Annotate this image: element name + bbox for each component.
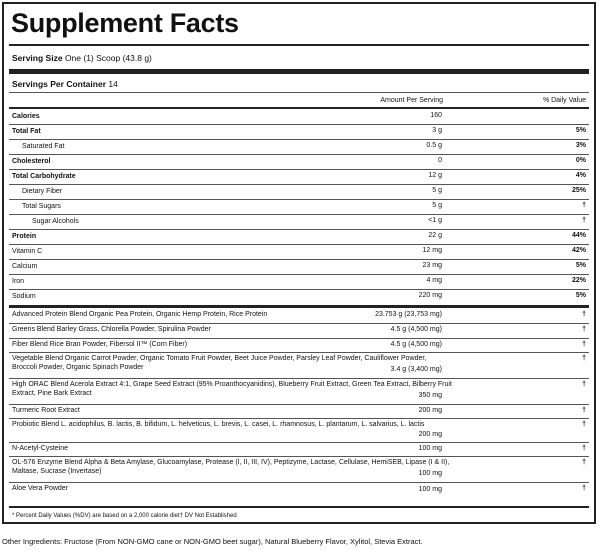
- blend-daily-value: †: [582, 326, 586, 333]
- serving-size-label: Serving Size: [12, 53, 63, 63]
- nutrient-name: Iron: [12, 278, 25, 285]
- nutrient-name: Calcium: [12, 263, 38, 270]
- nutrient-name: Sodium: [12, 293, 36, 300]
- nutrient-daily-value: 25%: [571, 187, 586, 194]
- blend-name: Turmeric Root Extract: [12, 407, 80, 414]
- nutrient-name: Protein: [12, 233, 37, 240]
- blend-name: Fiber Blend Rice Bran Powder, Fibersol II™ (Corn Fiber): [12, 341, 188, 348]
- nutrient-daily-value: 5%: [575, 262, 586, 269]
- nutrient-row: [9, 169, 589, 185]
- nutrient-name: Dietary Fiber: [22, 188, 63, 195]
- nutrient-daily-value: 42%: [571, 247, 586, 254]
- serving-size: [12, 53, 152, 63]
- blend-name: Greens Blend Barley Grass, Chlorella Powder, Spirulina Powder: [12, 326, 211, 333]
- nutrient-amount: 5 g: [432, 187, 442, 194]
- nutrient-name: Total Fat: [12, 128, 41, 135]
- blend-daily-value: †: [582, 445, 586, 452]
- blend-row: [9, 378, 589, 405]
- nutrient-amount: 12 mg: [422, 247, 442, 254]
- nutrient-name: Saturated Fat: [22, 143, 65, 150]
- nutrient-row: [9, 259, 589, 275]
- divider: [9, 92, 589, 93]
- nutrient-row: [9, 274, 589, 290]
- nutrient-name: Total Carbohydrate: [12, 173, 76, 180]
- blend-amount: 100 mg: [418, 470, 442, 477]
- blend-row: [9, 323, 589, 339]
- blend-row: [9, 418, 589, 443]
- nutrient-row: [9, 124, 589, 140]
- blend-name: OL-576 Enzyme Blend Alpha & Beta Amylase, Glucoamylase, Protease (I, II, III, IV), Peptizyme, Lactase, Cellulase, HemiSEB, Lipase (I & II), Maltase, Sucrase (Invertase): [12, 459, 450, 475]
- nutrient-row: [9, 214, 589, 230]
- nutrient-daily-value: 0%: [575, 157, 586, 164]
- nutrient-amount: 5 g: [432, 202, 442, 209]
- blend-amount: 100 mg: [418, 486, 442, 493]
- nutrient-amount: 23 mg: [422, 262, 442, 269]
- panel-title: Supplement Facts: [11, 8, 239, 38]
- blend-daily-value: †: [582, 381, 586, 388]
- nutrient-row: [9, 139, 589, 155]
- blend-row: [9, 456, 589, 483]
- servings-value: 14: [108, 79, 118, 89]
- blend-amount: 4.5 g (4,500 mg): [390, 326, 442, 333]
- blend-row: [9, 338, 589, 353]
- nutrient-amount: 12 g: [428, 172, 442, 179]
- nutrient-amount: <1 g: [428, 217, 442, 224]
- divider: [9, 506, 589, 508]
- nutrient-daily-value: †: [582, 217, 586, 224]
- nutrient-row: [9, 289, 589, 304]
- nutrient-name: Total Sugars: [22, 203, 61, 210]
- blend-amount: 100 mg: [418, 445, 442, 452]
- blend-amount: 200 mg: [418, 407, 442, 414]
- nutrient-daily-value: 44%: [571, 232, 586, 239]
- divider: [9, 44, 589, 46]
- nutrient-daily-value: 3%: [575, 142, 586, 149]
- nutrient-amount: 0.5 g: [426, 142, 442, 149]
- nutrient-amount: 0: [438, 157, 442, 164]
- nutrient-name: Sugar Alcohols: [32, 218, 79, 225]
- blend-daily-value: †: [582, 407, 586, 414]
- blend-amount: 23.753 g (23,753 mg): [375, 311, 442, 318]
- blend-daily-value: †: [582, 485, 586, 492]
- nutrient-name: Cholesterol: [12, 158, 51, 165]
- nutrient-daily-value: †: [582, 202, 586, 209]
- blend-amount: 4.5 g (4,500 mg): [390, 341, 442, 348]
- blend-daily-value: †: [582, 341, 586, 348]
- blend-name: Probiotic Blend L. acidophilus, B. lactis, B. bifidum, L. helveticus, L. brevis, L. casei, L. rhamnosus, L. plantarum, L. salvarius, L. lactis: [12, 421, 425, 428]
- blend-daily-value: †: [582, 421, 586, 428]
- daily-value-header: % Daily Value: [542, 97, 586, 104]
- nutrient-daily-value: 5%: [575, 127, 586, 134]
- footnote: * Percent Daily Values (%DV) are based on a 2,000 calorie diet† DV Not Established: [12, 513, 237, 519]
- blend-name: Vegetable Blend Organic Carrot Powder, Organic Tomato Fruit Powder, Beet Juice Powder, Parsley Leaf Powder, Cauliflower Powder, Broccoli Powder, Organic Spinach Powder: [12, 355, 427, 371]
- blend-amount: 350 mg: [418, 392, 442, 399]
- blend-name: Aloe Vera Powder: [12, 485, 69, 492]
- nutrient-row: [9, 229, 589, 245]
- blend-amount: 200 mg: [418, 431, 442, 438]
- blend-daily-value: †: [582, 311, 586, 318]
- blend-row: [9, 404, 589, 419]
- nutrient-daily-value: 5%: [575, 292, 586, 299]
- nutrient-row: [9, 244, 589, 260]
- nutrient-name: Calories: [12, 113, 40, 120]
- nutrient-row: [9, 154, 589, 170]
- nutrient-row: [9, 184, 589, 200]
- amount-per-serving-header: Amount Per Serving: [380, 97, 443, 104]
- nutrient-amount: 3 g: [432, 127, 442, 134]
- blend-row: [9, 482, 589, 498]
- blend-amount: 3.4 g (3,400 mg): [390, 366, 442, 373]
- blend-name: N-Acetyl-Cysteine: [12, 445, 69, 452]
- blend-name: Advanced Protein Blend Organic Pea Protein, Organic Hemp Protein, Rice Protein: [12, 311, 268, 318]
- supplement-facts-panel: [2, 2, 596, 524]
- blend-daily-value: †: [582, 355, 586, 362]
- blend-name: High ORAC Blend Acerola Extract 4:1, Grape Seed Extract (95% Proanthocyanidins), Blueberry Fruit Extract, Green Tea Extract, Bilberry Fruit Extract, Pine Bark Extract: [12, 381, 452, 397]
- nutrient-row: [9, 109, 589, 125]
- blend-row: [9, 308, 589, 324]
- serving-size-value: One (1) Scoop (43.8 g): [64, 53, 152, 63]
- nutrient-name: Vitamin C: [12, 248, 43, 255]
- nutrient-daily-value: 4%: [575, 172, 586, 179]
- nutrient-amount: 4 mg: [426, 277, 442, 284]
- blend-row: [9, 442, 589, 457]
- nutrient-daily-value: 22%: [571, 277, 586, 284]
- servings-per-container: [12, 79, 118, 89]
- blend-daily-value: †: [582, 459, 586, 466]
- other-ingredients: Other Ingredients: Fructose (From NON-GMO cane or NON-GMO beet sugar), Natural Blueberry Flavor, Xylitol, Stevia Extract.: [2, 537, 423, 546]
- thick-divider: [9, 69, 589, 74]
- nutrient-amount: 220 mg: [418, 292, 442, 299]
- nutrient-amount: 22 g: [428, 232, 442, 239]
- servings-label: Servings Per Container: [12, 79, 107, 89]
- nutrient-amount: 160: [430, 112, 442, 119]
- nutrient-row: [9, 199, 589, 215]
- blend-row: [9, 352, 589, 379]
